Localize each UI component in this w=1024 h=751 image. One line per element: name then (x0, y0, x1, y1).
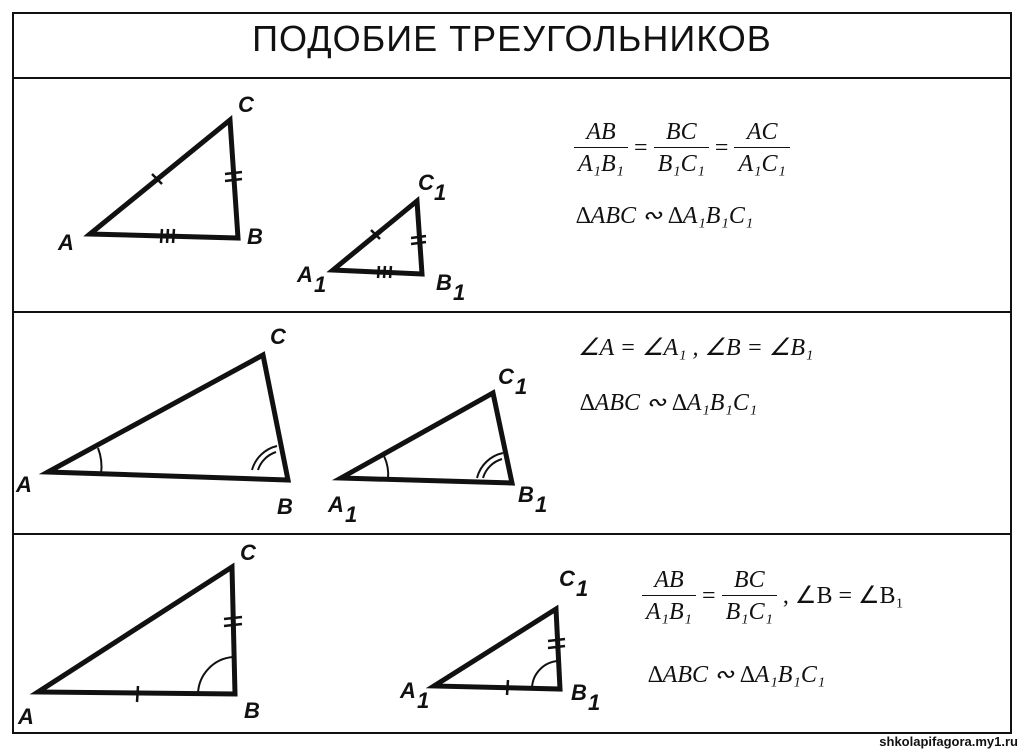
vertex-label-b: B (277, 494, 293, 519)
vertex-subscript: 1 (345, 502, 358, 527)
angle-equality: ∠A = ∠A₁ , ∠B = ∠B₁ (578, 335, 814, 361)
vertex-label-a1: A (297, 262, 313, 287)
vertex-label-a1: A (328, 492, 344, 517)
triangle-a1b1c1 (434, 609, 560, 689)
vertex-label-c: C (270, 324, 286, 349)
vertex-label-c1: C (418, 170, 434, 195)
vertex-label-a: A (18, 704, 34, 729)
vertex-subscript: 1 (588, 690, 601, 715)
page-title: ПОДОБИЕ ТРЕУГОЛЬНИКОВ (252, 18, 772, 59)
vertex-subscript: 1 (434, 180, 447, 205)
ratio-formula: $\frac{AB}{\text{A₁B₁}}$ = $\frac{BC}{\text{B₁C₁}}$ = $\frac{AC}{\text{A₁C₁}}$ (574, 120, 790, 176)
vertex-label-a1: A (400, 678, 416, 703)
triangle-abc (90, 120, 238, 238)
vertex-subscript: 1 (576, 576, 589, 601)
similarity-statement: ∆ABC ∾ ∆A₁B₁C₁ (648, 662, 826, 688)
vertex-subscript: 1 (453, 280, 466, 305)
vertex-label-c1: C (559, 566, 575, 591)
vertex-subscript: 1 (535, 492, 548, 517)
vertex-subscript: 1 (314, 272, 327, 297)
watermark: shkolapifagora.my1.ru (879, 734, 1018, 749)
vertex-label-a: A (58, 230, 74, 255)
triangle-abc (38, 567, 235, 694)
vertex-label-b: B (247, 224, 263, 249)
vertex-label-b1: B (436, 270, 452, 295)
ratio-angle-formula: $\frac{AB}{\text{A₁B₁}}$ = $\frac{BC}{\text{B₁C₁}}$ , ∠B = ∠B₁ (642, 568, 910, 624)
vertex-label-c1: C (498, 364, 514, 389)
vertex-label-c: C (238, 92, 254, 117)
vertex-label-c: C (240, 540, 256, 565)
vertex-label-a: A (16, 472, 32, 497)
triangle-abc (48, 355, 288, 480)
vertex-subscript: 1 (417, 688, 430, 713)
vertex-label-b: B (244, 698, 260, 723)
similarity-statement: ∆ABC ∾ ∆A₁B₁C₁ (580, 390, 758, 416)
vertex-label-b1: B (571, 680, 587, 705)
similarity-statement: ∆ABC ∾ ∆A₁B₁C₁ (576, 203, 754, 229)
vertex-label-b1: B (518, 482, 534, 507)
vertex-subscript: 1 (515, 374, 528, 399)
